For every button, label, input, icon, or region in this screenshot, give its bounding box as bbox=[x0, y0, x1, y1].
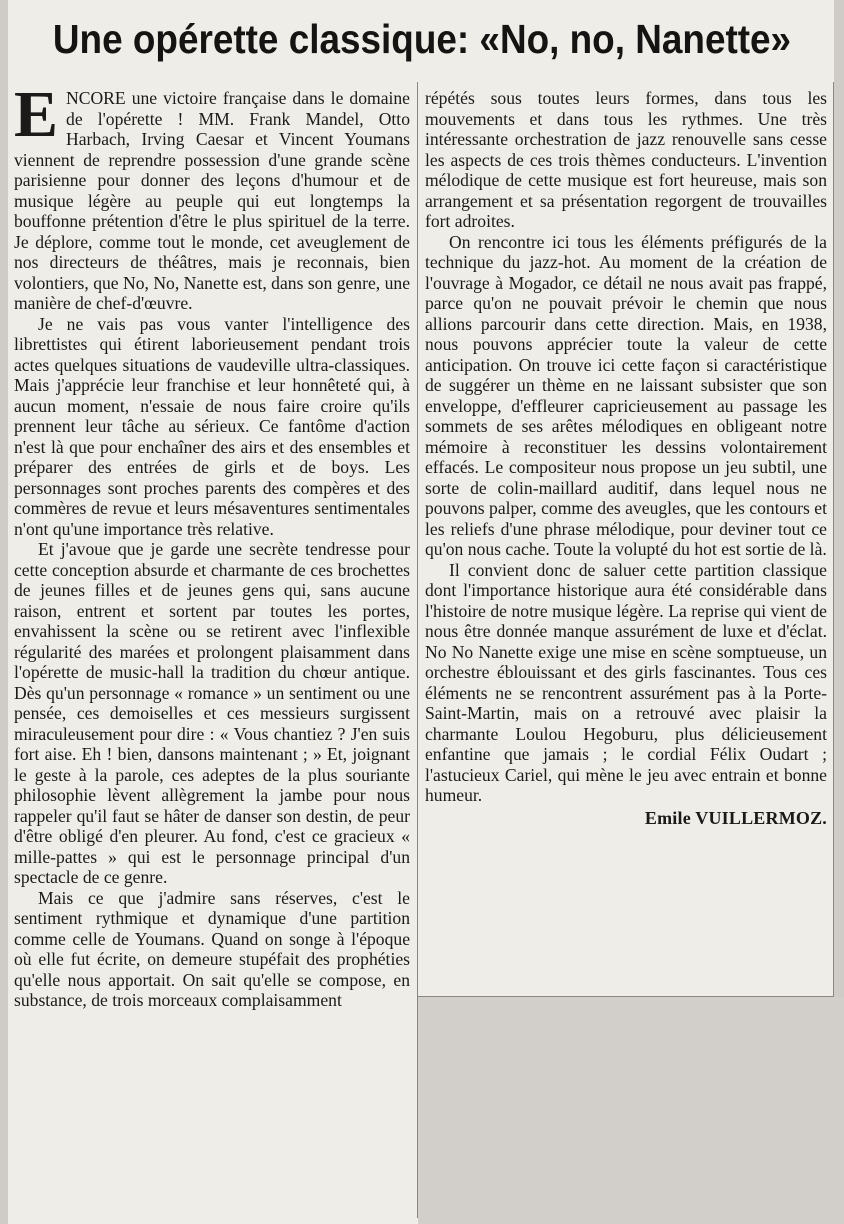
author-signature: Emile VUILLERMOZ. bbox=[644, 807, 827, 828]
paragraph-2: Je ne vais pas vous vanter l'intelligence des librettistes qui étirent laborieusement pendant trois actes quelques situations de vaudeville ultra-classiques. Mais j'apprécie leur franchise et leur honnêteté qui, à aucun moment, n'essaie de nous faire croire qu'ils prennent leur tâche au sérieux. Ce fantôme d'action n'est là que pour enchaîner des airs et des ensembles et préparer des entrées de girls et de boys. Les personnages sont proches parents des compères et des commères de revue et leurs mésaventures sentimentales n'ont qu'une importance très relative. bbox=[14, 313, 410, 539]
paragraph-continuation: répétés sous toutes leurs formes, dans tous les mouvements et dans tous les rythmes. Une très intéressante orchestration de jazz renouvelle sans cesse les aspects de ces trois thèmes conducteurs. L'invention mélodique de cette musique est fort heureuse, mais son arrangement et sa présentation regorgent de trouvailles fort adroites. bbox=[425, 88, 827, 231]
article-column-left bbox=[14, 78, 410, 1011]
lead-paragraph bbox=[14, 78, 410, 314]
article-title: Une opérette classique: «No, no, Nanette» bbox=[52, 16, 792, 62]
column-border-right bbox=[833, 82, 834, 996]
paragraph-4: Mais ce que j'admire sans réserves, c'est le sentiment rythmique et dynamique d'une partition comme celle de Youmans. Quand on songe à l'époque où elle fut écrite, on demeure stupéfait des prophéties qu'elle nous apportait. On sait qu'elle se compose, en substance, de trois morceaux complaisamment bbox=[14, 887, 410, 1010]
paragraph-3: Et j'avoue que je garde une secrète tendresse pour cette conception absurde et charmante de ces brochettes de jeunes filles et de jeunes gens qui, sans aucune raison, entrent et sortent par toutes les portes, envahissent la scène ou se retirent avec l'inflexible régularité des marées et prolongent plaisamment dans l'opérette de music-hall la tradition du chœur antique. Dès qu'un personnage « romance » un sentiment ou une pensée, ces demoiselles et ces messieurs surgissent miraculeusement pour dire : « Vous chantiez ? J'en suis fort aise. Eh ! bien, dansons maintenant ; » Et, joignant le geste à la parole, ces adeptes de la plus souriante philosophie lèvent allègrement la jambe pour nous rappeler qu'il faut se hâter de danser son destin, de peur d'être obligé d'en pleurer. Au fond, c'est ce gracieux « mille-pattes » qui est le personnage principal d'un spectacle de ce genre. bbox=[14, 539, 410, 887]
paragraph-6: Il convient donc de saluer cette partition classique dont l'importance historique aura été considérable dans l'histoire de notre musique légère. La reprise qui vient de nous être donnée manque assurément de luxe et d'éclat. No No Nanette exige une mise en scène somptueuse, un orchestre éblouissant et des girls fascinantes. Tous ces éléments ne se rencontrent assurément pas à la Porte-Saint-Martin, mais on a retrouvé avec plaisir la charmante Loulou Hegoburu, plus délicieusement enfantine que jamais ; le cordial Félix Oudart ; l'astucieux Cariel, qui mène le jeu avec entrain et bonne humeur. bbox=[425, 559, 827, 805]
lead-text: une victoire française dans le domaine de l'opérette ! MM. Frank Mandel, Otto Harbach, Irving Caesar et Vincent Youmans viennent de reprendre possession d'une grande scène parisienne pour donner des leçons d'humour et de musique légère au peuple qui eut longtemps la bouffonne prétention d'être le plus spirituel de la terre. Je déplore, comme tout le monde, cet aveuglement de nos directeurs de théâtres, mais je reconnais, bien volontiers, que No, No, Nanette est, dans son genre, une manière de chef-d'œuvre. bbox=[14, 88, 410, 313]
blank-area bbox=[418, 997, 844, 1224]
article-column-right bbox=[425, 88, 827, 828]
paragraph-5: On rencontre ici tous les éléments préfigurés de la technique du jazz-hot. Au moment de la création de l'ouvrage à Mogador, ce détail ne nous avait pas frappé, parce qu'on ne pouvait prévoir le chemin que nous allions parcourir dans cette direction. Mais, en 1938, nous pouvons apprécier toute la valeur de cette anticipation. On trouve ici cette façon si caractéristique de suggérer un thème en ne laissant subsister que son enveloppe, d'effleurer capricieusement au passage les sommets de ses arêtes mélodiques en obligeant notre mémoire à reconstituer les dessins volontairement effacés. Le compositeur nous propose un jeu subtil, une sorte de colin-maillard auditif, dans lequel nous ne pouvons palper, comme des aveugles, que les contours et les reliefs d'une phrase mélodique, pour deviner tout ce qu'on nous cache. Toute la volupté du hot est sortie de là. bbox=[425, 231, 827, 559]
drop-cap: E bbox=[14, 78, 59, 151]
lead-small-caps: NCORE bbox=[66, 88, 126, 108]
